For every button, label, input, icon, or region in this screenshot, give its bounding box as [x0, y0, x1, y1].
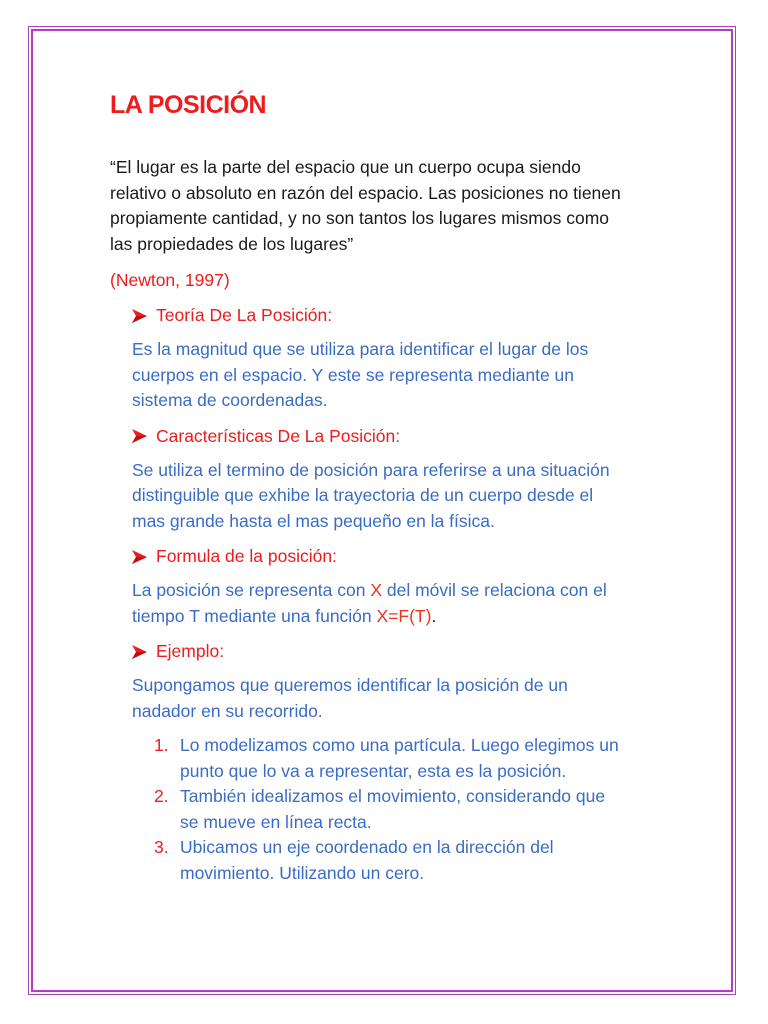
section-heading-label: Características De La Posición: — [156, 425, 401, 446]
list-item — [154, 835, 670, 886]
paragraph-line: Supongamos que queremos identificar la posición de un — [132, 675, 568, 695]
page-title: LA POSICIÓN — [110, 91, 267, 119]
list-line: Ubicamos un eje coordenado en la dirección del — [180, 837, 554, 857]
section-ejemplo — [132, 639, 670, 886]
arrow-bullet-icon — [132, 429, 147, 443]
paragraph-line: sistema de coordenadas. — [132, 390, 328, 410]
paragraph-line: distinguible que exhibe la trayectoria de un cuerpo desde el — [132, 485, 594, 505]
text-run: del móvil se relaciona con el — [382, 580, 607, 600]
quote-line: propiamente cantidad, y no son tantos los lugares mismos como — [110, 208, 610, 228]
quote-line: relativo o absoluto en razón del espacio. Las posiciones no tienen — [110, 182, 621, 203]
section-heading-label: Formula de la posición: — [156, 546, 337, 566]
section-heading — [132, 424, 670, 449]
list-item — [154, 784, 670, 835]
list-line: movimiento. Utilizando un cero. — [180, 862, 425, 883]
paragraph-line: Es la magnitud que se utiliza para identificar el lugar de los — [132, 339, 589, 359]
section-paragraph — [132, 337, 670, 414]
list-line: punto que lo va a representar, esta es la posición. — [180, 760, 567, 781]
section-paragraph — [132, 458, 670, 535]
citation: (Newton, 1997) — [110, 270, 230, 290]
paragraph-line — [132, 578, 670, 604]
list-line: También idealizamos el movimiento, considerando que — [180, 786, 606, 806]
list-item-text — [180, 733, 619, 784]
paragraph-line — [132, 604, 670, 630]
arrow-bullet-icon — [132, 309, 147, 323]
section-heading-label: Ejemplo: — [156, 641, 225, 661]
arrow-bullet-icon — [132, 645, 147, 659]
list-item-text — [180, 784, 605, 835]
section-paragraph — [132, 673, 670, 724]
list-number: 3. — [154, 837, 169, 857]
list-line: Lo modelizamos como una partícula. Luego elegimos un — [180, 735, 619, 755]
list-number: 2. — [154, 786, 169, 806]
list-number: 1. — [154, 735, 169, 755]
section-formula — [132, 544, 670, 629]
list-line: se mueve en línea recta. — [180, 811, 372, 832]
section-heading-label: Teoría De La Posición: — [156, 305, 333, 325]
section-caracteristicas — [132, 424, 670, 535]
section-paragraph — [132, 578, 670, 629]
paragraph-line: Se utiliza el termino de posición para referirse a una situación — [132, 459, 610, 480]
section-heading — [132, 303, 670, 328]
list-item — [154, 733, 670, 784]
document-content — [110, 88, 670, 886]
quote-line: las propiedades de los lugares” — [110, 233, 354, 254]
section-heading — [132, 639, 670, 664]
arrow-bullet-icon — [132, 550, 147, 564]
text-run: tiempo T mediante una función — [132, 605, 377, 626]
paragraph-line: nadador en su recorrido. — [132, 700, 323, 721]
section-teoria — [132, 303, 670, 414]
paragraph-line: cuerpos en el espacio. Y este se representa mediante un — [132, 364, 575, 385]
text-run: La posición se representa con — [132, 580, 371, 600]
numbered-list — [154, 733, 670, 886]
text-run: . — [431, 605, 437, 626]
list-item-text — [180, 835, 554, 886]
newton-quote — [110, 155, 670, 257]
variable-x: X — [370, 580, 383, 600]
quote-line: “El lugar es la parte del espacio que un cuerpo ocupa siendo — [110, 157, 581, 177]
paragraph-line: mas grande hasta el mas pequeño en la física. — [132, 510, 495, 531]
formula-expression: X=F(T) — [376, 605, 432, 626]
section-heading — [132, 544, 670, 569]
